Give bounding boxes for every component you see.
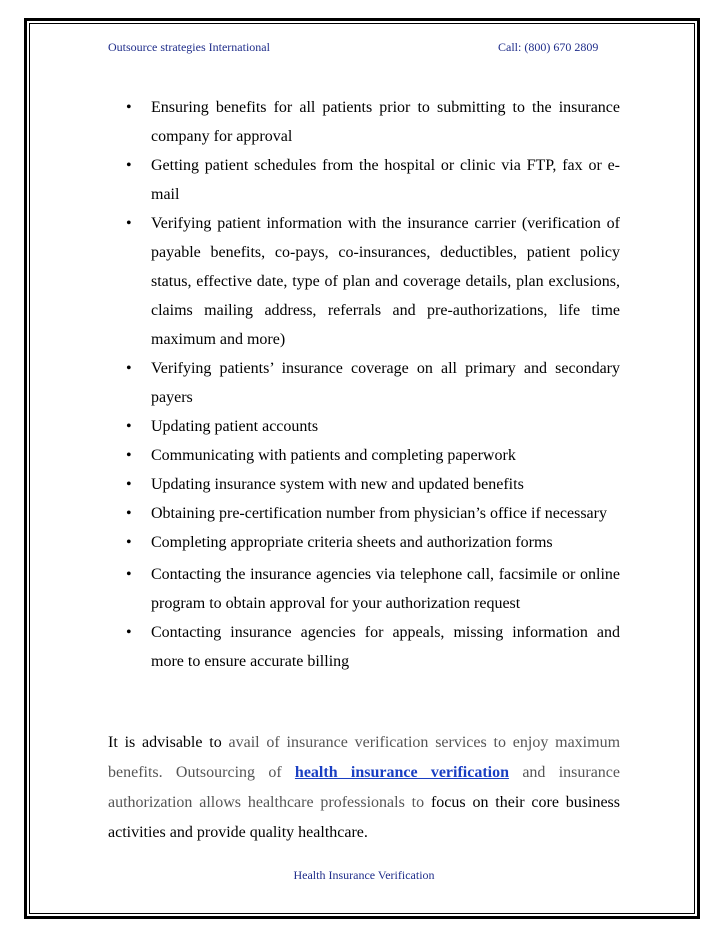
header-phone: Call: (800) 670 2809 <box>498 40 599 54</box>
bullet-item: • Ensuring benefits for all patients prior to submitting to the insurance company for approval <box>108 93 620 151</box>
bullet-item: • Verifying patients’ insurance coverage on all primary and secondary payers <box>108 354 620 412</box>
para-text-4: focus on their core business activities and provide quality healthcare. <box>108 794 621 841</box>
page-header <box>108 40 620 60</box>
bullet-item: • Verifying patient information with the insurance carrier (verification of payable benefits, co-pays, co-insurances, deductibles, patient policy status, effective date, type of plan and coverage details, plan exclusions, claims mailing address, referrals and pre-authorizations, life time maximum and more) <box>108 209 620 354</box>
bullet-item: • Updating insurance system with new and updated benefits <box>108 470 620 499</box>
para-text-3: and insurance authorization allows healthcare professionals to <box>108 764 620 811</box>
bullet-list <box>108 93 620 676</box>
bullet-item: • Completing appropriate criteria sheets and authorization forms <box>108 528 620 557</box>
para-text-2: avail of insurance verification services to enjoy maximum benefits. Outsourcing of <box>108 734 621 781</box>
body-paragraph <box>108 728 620 848</box>
bullet-item: • Contacting the insurance agencies via telephone call, facsimile or online program to obtain approval for your authorization request <box>108 560 620 618</box>
bullet-item: • Communicating with patients and completing paperwork <box>108 441 620 470</box>
header-company: Outsource strategies International <box>108 40 270 54</box>
bullet-item: • Obtaining pre-certification number from physician’s office if necessary <box>108 499 620 528</box>
bullet-item: • Getting patient schedules from the hospital or clinic via FTP, fax or e-mail <box>108 151 620 209</box>
health-insurance-verification-link[interactable]: health insurance verification <box>294 764 510 781</box>
bullet-item: • Contacting insurance agencies for appeals, missing information and more to ensure accurate billing <box>108 618 620 676</box>
para-text-1: It is advisable to <box>108 734 229 751</box>
bullet-item: • Updating patient accounts <box>108 412 620 441</box>
page-footer: Health Insurance Verification <box>293 868 435 882</box>
